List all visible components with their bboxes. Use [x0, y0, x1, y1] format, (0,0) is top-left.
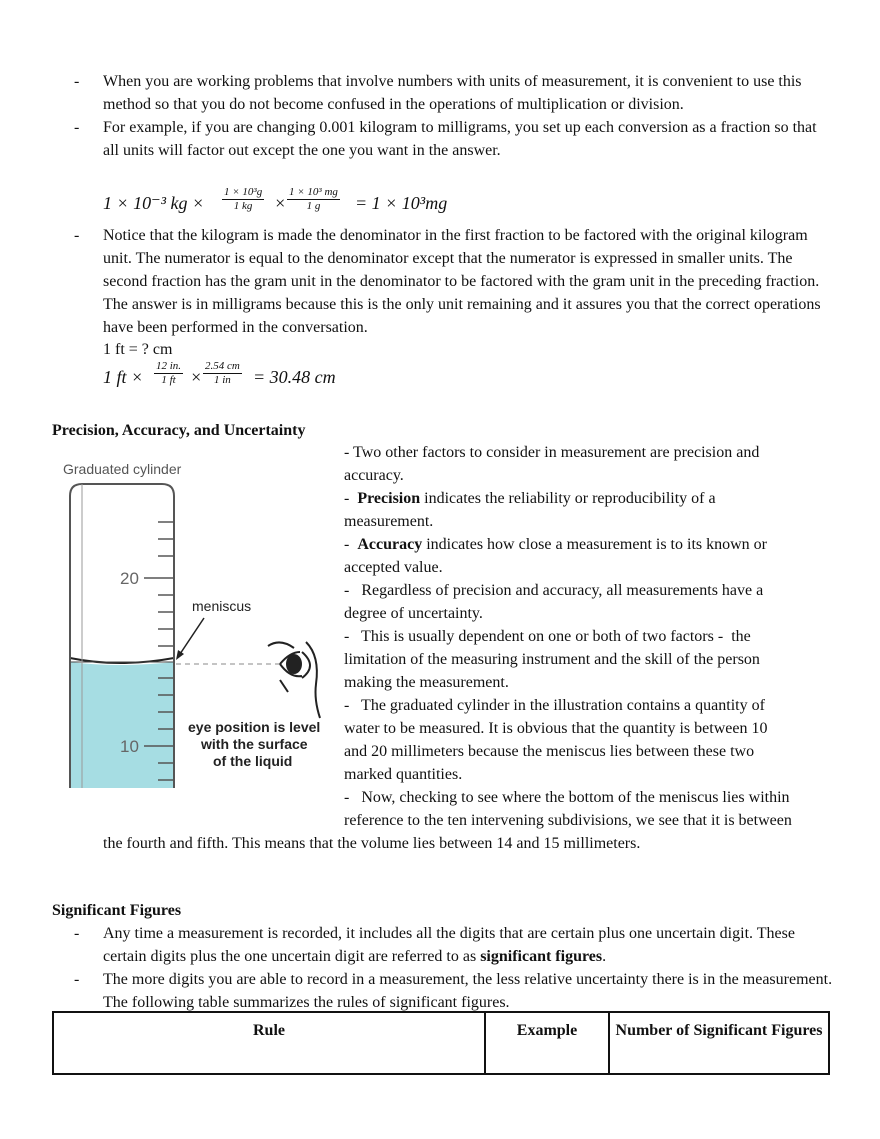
equation1-fraction2 [287, 186, 340, 213]
eye-label-line1: eye position is level [188, 719, 321, 735]
precision-line-6: accepted value. [344, 559, 443, 576]
paragraph-sigfigs-uncertainty: The more digits you are able to record in a measurement, the less relative uncertainty there is in the measurement. The following table summarizes the rules of significant figures. [103, 971, 833, 1011]
equation2-lhs: 1 ft × [103, 367, 144, 387]
bullet-marker: - [74, 971, 80, 988]
dash: - [344, 490, 358, 507]
equation2-fraction1 [154, 360, 183, 387]
dash: - [344, 536, 358, 553]
equation2-fraction2 [203, 360, 242, 387]
bullet-marker: - [74, 227, 80, 244]
equation2-rhs: = 30.48 cm [253, 367, 336, 387]
graduated-cylinder-figure [58, 456, 336, 796]
precision-line-1: - Two other factors to consider in measurement are precision and [344, 444, 760, 461]
precision-line-14: and 20 millimeters because the meniscus lies between these two [344, 743, 755, 760]
table-header-row [53, 1012, 829, 1074]
mark-20-label: 20 [120, 569, 139, 588]
bullet-marker: - [74, 925, 80, 942]
accuracy-definition [344, 533, 834, 556]
accuracy-definition-text: indicates how close a measurement is to its known or [422, 536, 767, 553]
precision-line-4: measurement. [344, 513, 434, 530]
precision-line-7: - Regardless of precision and accuracy, all measurements have a [344, 582, 764, 599]
paragraph-sigfigs-definition [103, 922, 833, 968]
equation2-frac2-num: 2.54 cm [205, 360, 240, 372]
paragraph-example-conversion: For example, if you are changing 0.001 kilogram to milligrams, you set up each conversion as a fraction so that all units will factor out except the one you want in the answer. [103, 119, 817, 159]
eye-label-line2: with the surface [201, 736, 308, 752]
equation1-frac1-den: 1 kg [233, 200, 253, 212]
equation2-times: × [190, 367, 203, 387]
heading-precision-accuracy: Precision, Accuracy, and Uncertainty [52, 422, 306, 439]
precision-line-15: marked quantities. [344, 766, 463, 783]
paragraph-notice: Notice that the kilogram is made the denominator in the first fraction to be factored with the original kilogram unit. The numerator is equal to the denominator except that the numerator is expressed in smaller units. The second fraction has the gram unit in the denominator to be factored with the gram unit in the preceding fraction. The answer is in milligrams because this is the only unit remaining and it assures you that the correct operations have been performed in the conversation. [103, 227, 821, 336]
equation1-frac2-num: 1 × 10³ mg [289, 186, 338, 198]
sigfigs-text-post: . [602, 948, 607, 965]
equation2-frac2-den: 1 in [214, 374, 231, 386]
term-accuracy: Accuracy [357, 536, 423, 553]
bullet-marker: - [74, 119, 80, 136]
header-number-sig-figs: Number of Significant Figures [609, 1012, 829, 1074]
header-rule: Rule [53, 1012, 485, 1074]
precision-line-8: degree of uncertainty. [344, 605, 483, 622]
heading-significant-figures: Significant Figures [52, 902, 182, 919]
term-significant-figures: significant figures [480, 948, 603, 965]
equation1-fraction1 [222, 186, 264, 213]
equation1-frac1-num: 1 × 10³g [224, 186, 263, 198]
sigfigs-text-pre: Any time a measurement is recorded, it includes all the digits that are certain plus one uncertain digit. These certain digits plus the one uncertain digit are referred to as [103, 925, 795, 965]
equation2-frac1-num: 12 in. [156, 360, 182, 372]
header-example: Example [485, 1012, 609, 1074]
precision-line-18: the fourth and fifth. This means that the volume lies between 14 and 15 millimeters. [103, 835, 641, 852]
equation1-rhs: = 1 × 10³mg [355, 193, 448, 213]
figure-title: Graduated cylinder [63, 461, 182, 477]
equation1-frac2-den: 1 g [306, 200, 321, 212]
precision-line-12: - The graduated cylinder in the illustration contains a quantity of [344, 697, 765, 714]
precision-line-13: water to be measured. It is obvious that the quantity is between 10 [344, 720, 768, 737]
meniscus-label: meniscus [192, 598, 252, 614]
precision-line-10: limitation of the measuring instrument and the skill of the person [344, 651, 760, 668]
equation2-frac1-den: 1 ft [161, 374, 176, 386]
term-precision: Precision [357, 490, 421, 507]
bullet-marker: - [74, 73, 80, 90]
precision-line-11: making the measurement. [344, 674, 509, 691]
precision-line-9: - This is usually dependent on one or both of two factors - the [344, 628, 751, 645]
ft-question: 1 ft = ? cm [103, 341, 173, 358]
precision-line-17: reference to the ten intervening subdivisions, we see that it is between [344, 812, 792, 829]
equation1-times: × [274, 193, 287, 213]
sigfig-rules-table [52, 1011, 830, 1075]
precision-definition [344, 487, 834, 510]
precision-definition-text: indicates the reliability or reproducibility of a [420, 490, 716, 507]
precision-line-16: - Now, checking to see where the bottom of the meniscus lies within [344, 789, 790, 806]
liquid [70, 662, 174, 788]
eye-label-line3: of the liquid [213, 753, 293, 769]
mark-10-label: 10 [120, 737, 139, 756]
precision-line-2: accuracy. [344, 467, 404, 484]
paragraph-units-method: When you are working problems that involve numbers with units of measurement, it is convenient to use this method so that you do not become confused in the operations of multiplication or division. [103, 73, 802, 113]
equation1-lhs: 1 × 10⁻³ kg × [103, 193, 205, 213]
